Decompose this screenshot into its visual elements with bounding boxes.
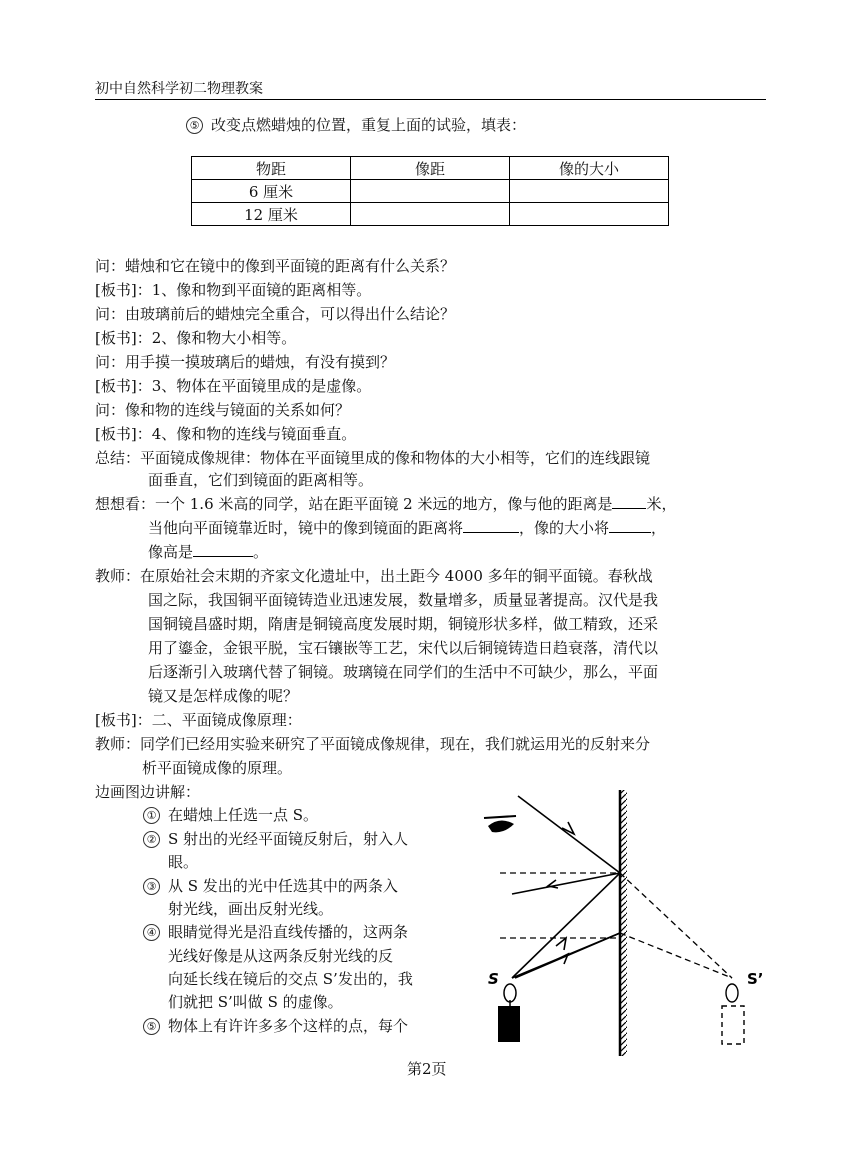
think-text: ，像的大小将: [519, 519, 610, 537]
table-row: [192, 180, 669, 203]
data-table: [191, 156, 669, 226]
step-number-circle: ⑤: [143, 1018, 160, 1035]
step-text: 在蜡烛上任选一点 S。: [168, 806, 319, 824]
think-text: 当他向平面镜靠近时，镜中的像到镜面的距离将: [148, 519, 464, 537]
candle: [498, 984, 520, 1042]
think-line-2: [148, 518, 666, 538]
step-text: 眼。: [168, 853, 199, 871]
step-number: [143, 829, 168, 849]
step-number-circle: ④: [143, 924, 160, 941]
header-rule: [95, 99, 766, 100]
step-text: 从 S 发出的光中任选其中的两条入: [168, 877, 398, 895]
teacher-line: 镜又是怎样成像的呢？: [148, 687, 299, 705]
dashed-construction-lines: [500, 873, 732, 978]
page-number: 第2页: [407, 1060, 447, 1078]
table-cell: [510, 203, 669, 226]
teacher-line: 国之际，我国铜平面镜铸造业迅速发展，数量增多，质量显著提高。汉代是我: [148, 591, 659, 609]
teacher-line: 用了鎏金，金银平脱，宝石镶嵌等工艺，宋代以后铜镜铸造日趋衰落，清代以: [148, 639, 659, 657]
table-header-cell: 像距: [351, 157, 510, 180]
answer-blank: [609, 518, 651, 533]
qa-line: [板书]：1、像和物到平面镜的距离相等。: [95, 281, 372, 299]
step5-intro-text: 改变点燃蜡烛的位置，重复上面的试验，填表：: [211, 116, 527, 134]
qa-line: [板书]：4、像和物的连线与镜面垂直。: [95, 425, 357, 443]
page-header: 初中自然科学初二物理教案: [95, 81, 263, 97]
eye-icon: [484, 816, 516, 832]
step-text: 射光线，画出反射光线。: [168, 900, 334, 918]
table-cell: [351, 203, 510, 226]
think-line-1: [95, 494, 677, 514]
step5-intro: [186, 115, 526, 135]
teacher-line: 教师：同学们已经用实验来研究了平面镜成像规律，现在，我们就运用光的反射来分: [95, 735, 651, 753]
step-number-circle: ③: [143, 878, 160, 895]
mirror-diagram: [470, 788, 780, 1058]
draw-intro: 边画图边讲解：: [95, 783, 201, 801]
teacher-line: 析平面镜成像的原理。: [142, 759, 293, 777]
step-number-circle: ①: [143, 807, 160, 824]
light-ray: [512, 796, 620, 978]
step-text: 光线好像是从这两条反射光线的反: [168, 947, 394, 965]
summary-line: 总结：平面镜成像规律：物体在平面镜里成的像和物体的大小相等，它们的连线跟镜: [95, 449, 651, 467]
table-cell: [351, 180, 510, 203]
board-line: [板书]：二、平面镜成像原理：: [95, 711, 302, 729]
qa-line: [板书]：3、物体在平面镜里成的是虚像。: [95, 377, 372, 395]
table-header-cell: 像的大小: [510, 157, 669, 180]
point-s-image-label: S’: [747, 970, 764, 988]
mirror: [620, 790, 627, 1056]
table-cell: 12 厘米: [192, 203, 351, 226]
step-number-circle: ②: [143, 831, 160, 848]
step-text: 们就把 S’叫做 S 的虚像。: [168, 993, 343, 1011]
qa-line: 问：用手摸一摸玻璃后的蜡烛，有没有摸到？: [95, 353, 396, 371]
teacher-line: 国铜镜昌盛时期，隋唐是铜镜高度发展时期，铜镜形状多样，做工精致，还采: [148, 615, 659, 633]
step-number: [143, 876, 168, 896]
step-text: S 射出的光经平面镜反射后，射入人: [168, 830, 409, 848]
table-cell: 6 厘米: [192, 180, 351, 203]
qa-line: [板书]：2、像和物大小相等。: [95, 329, 297, 347]
qa-line: 问：蜡烛和它在镜中的像到平面镜的距离有什么关系？: [95, 257, 456, 275]
think-text: 像高是: [148, 543, 194, 561]
answer-blank: [193, 542, 253, 557]
summary-line: 面垂直，它们到镜面的距离相等。: [148, 471, 374, 489]
step-text: 向延长线在镜后的交点 S’发出的，我: [168, 970, 413, 988]
think-text: 。: [253, 543, 269, 561]
table-header-row: [192, 157, 669, 180]
step-number: [143, 922, 168, 942]
teacher-line: 教师：在原始社会末期的齐家文化遗址中，出土距今 4000 多年的铜平面镜。春秋战: [95, 567, 653, 585]
table-cell: [510, 180, 669, 203]
step-number: [143, 805, 168, 825]
qa-line: 问：由玻璃前后的蜡烛完全重合，可以得出什么结论？: [95, 305, 456, 323]
think-text: 米，: [646, 495, 677, 513]
step5-number: ⑤: [186, 117, 203, 134]
teacher-line: 后逐渐引入玻璃代替了铜镜。玻璃镜在同学们的生活中不可缺少，那么，平面: [148, 663, 659, 681]
step-text: 物体上有许许多多个这样的点，每个: [168, 1017, 409, 1035]
step-text: 眼睛觉得光是沿直线传播的，这两条: [168, 923, 409, 941]
think-line-3: [148, 542, 268, 562]
think-text: 想想看：一个 1.6 米高的同学，站在距平面镜 2 米远的地方，像与他的距离是: [95, 495, 613, 513]
step-number: [143, 1016, 168, 1036]
think-text: ，: [651, 519, 667, 537]
point-s-label: S: [488, 970, 499, 988]
answer-blank: [612, 494, 646, 509]
qa-line: 问：像和物的连线与镜面的关系如何？: [95, 401, 351, 419]
table-header-cell: 物距: [192, 157, 351, 180]
answer-blank: [463, 518, 519, 533]
virtual-candle: [722, 984, 744, 1044]
table-row: [192, 203, 669, 226]
